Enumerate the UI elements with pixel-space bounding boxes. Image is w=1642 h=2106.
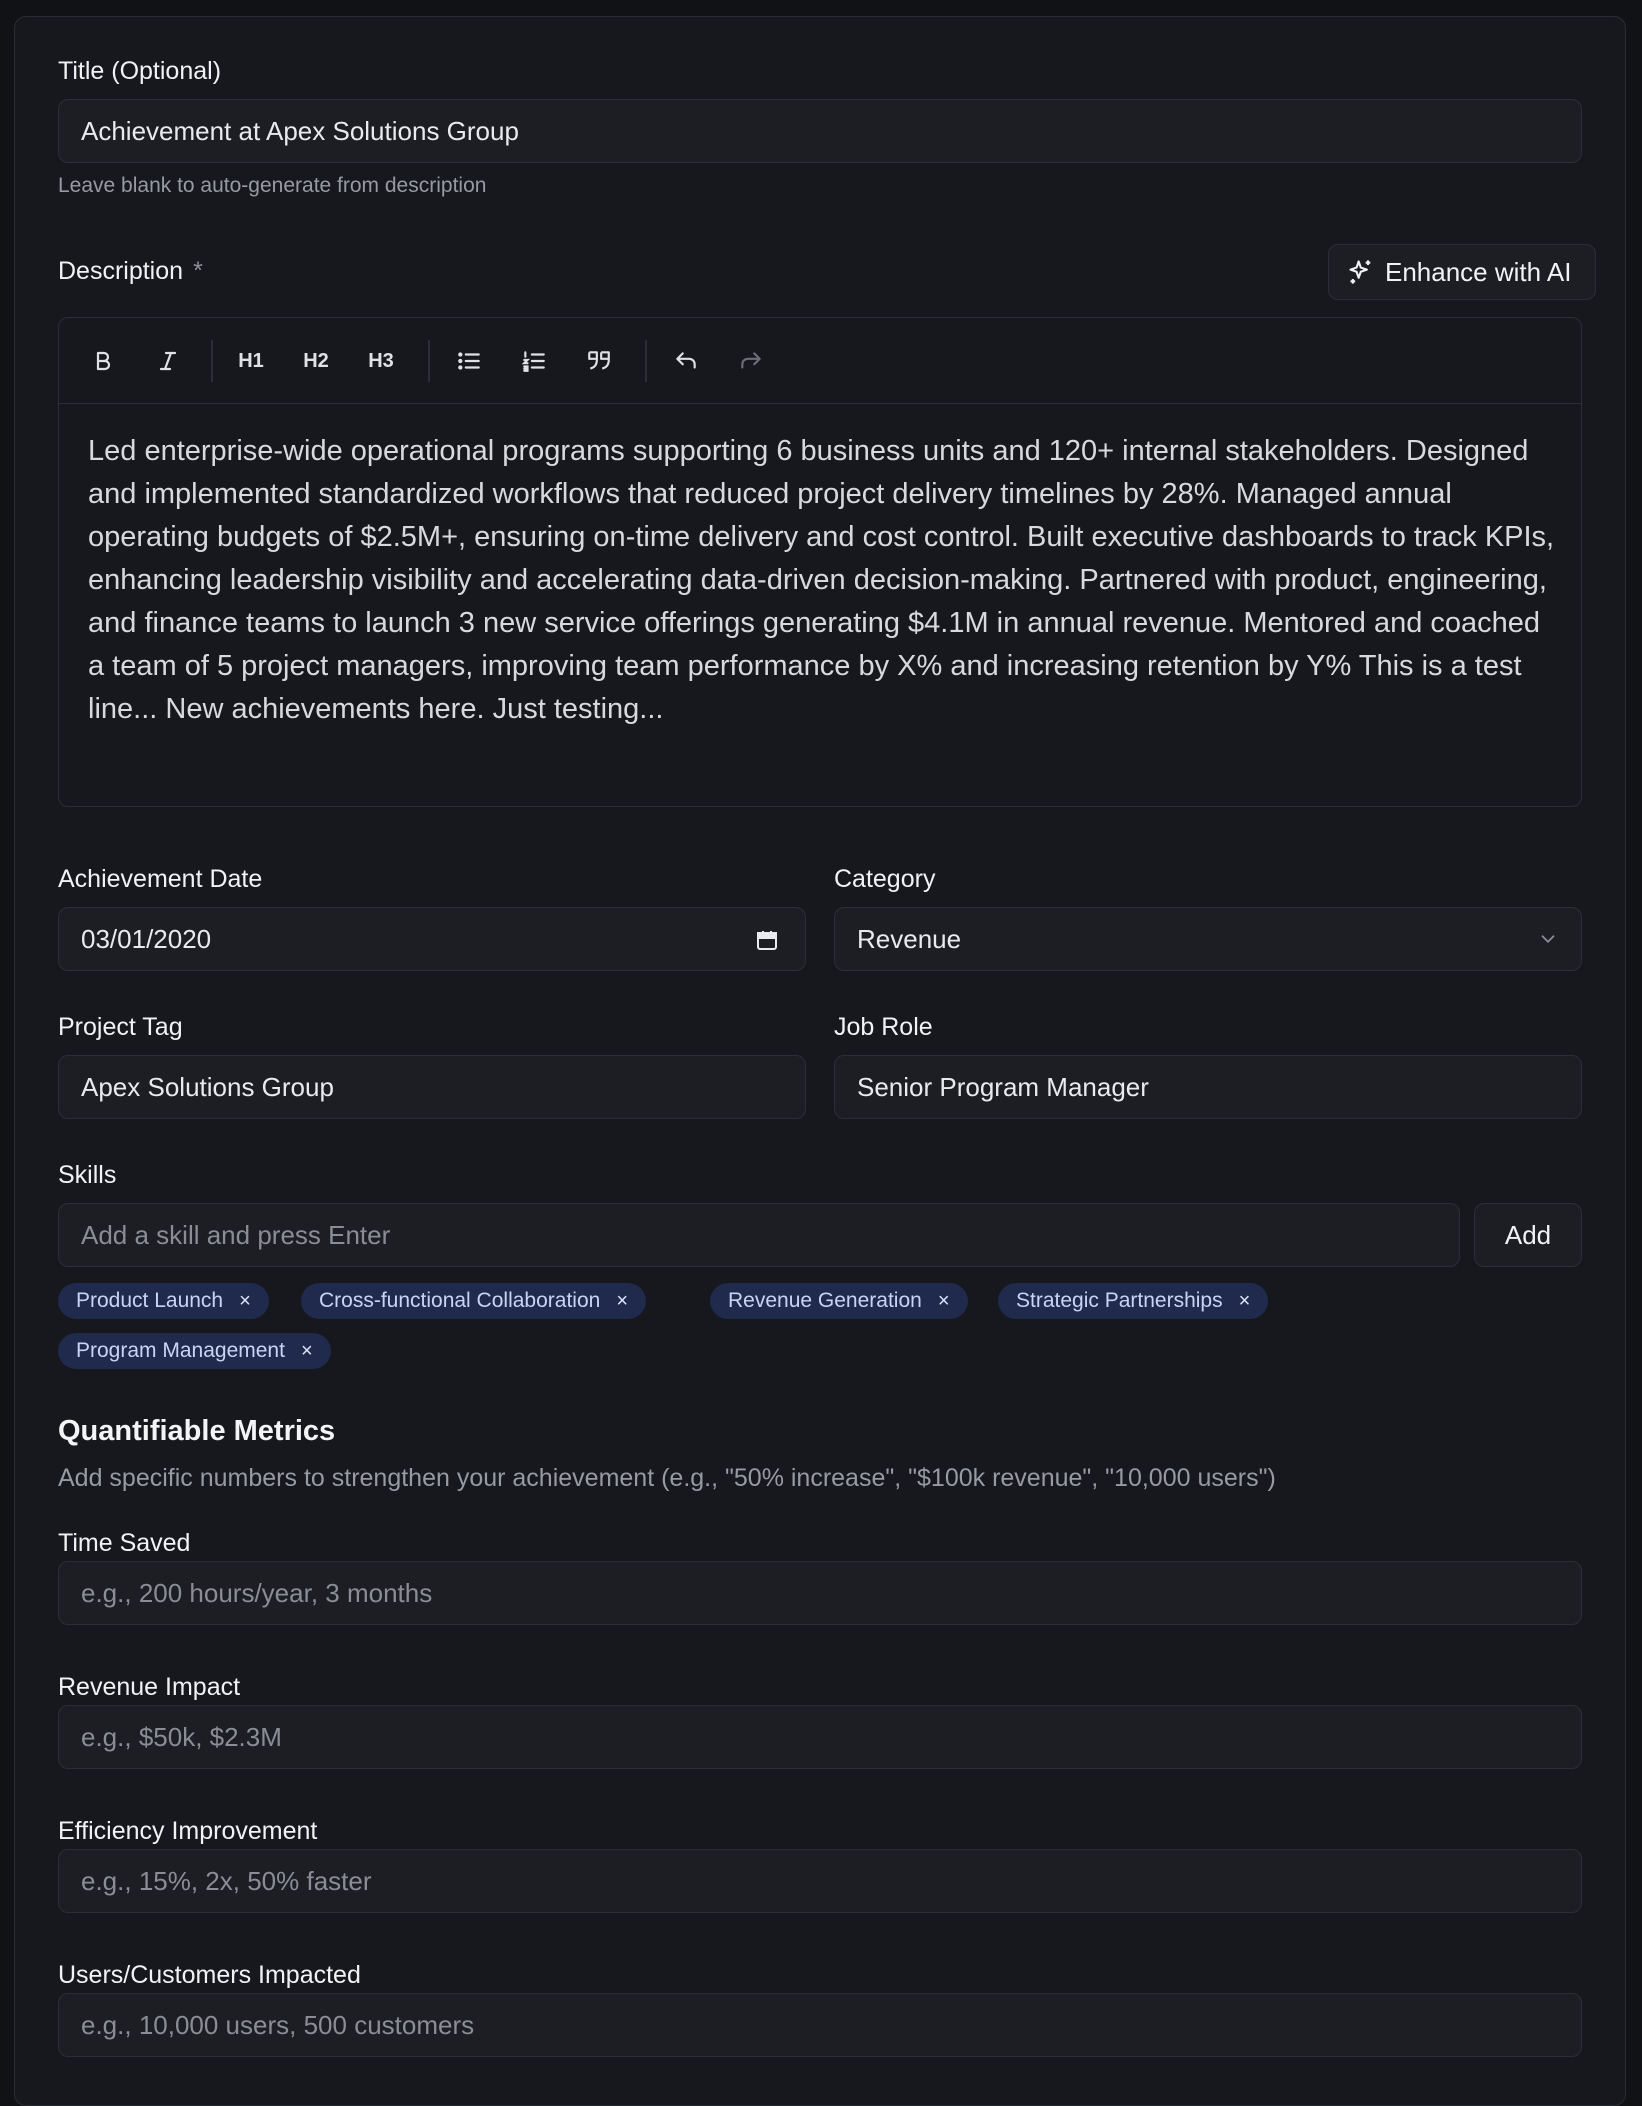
users-impacted-input[interactable]: e.g., 10,000 users, 500 customers (58, 1993, 1582, 2057)
skill-tag-label: Revenue Generation (728, 1289, 922, 1312)
remove-skill-icon[interactable]: × (239, 1289, 251, 1312)
quote-button[interactable] (577, 339, 621, 383)
title-label: Title (Optional) (58, 57, 222, 85)
quote-icon (586, 348, 612, 374)
toolbar-separator (428, 340, 430, 382)
revenue-impact-label: Revenue Impact (58, 1673, 241, 1701)
skill-tag-label: Strategic Partnerships (1016, 1289, 1223, 1312)
ordered-list-button[interactable] (512, 339, 556, 383)
project-tag-label: Project Tag (58, 1013, 183, 1041)
achievement-date-value: 03/01/2020 (81, 924, 212, 954)
project-tag-input[interactable]: Apex Solutions Group (58, 1055, 806, 1119)
description-label (58, 256, 203, 286)
heading1-icon: H1 (238, 349, 264, 372)
editor-toolbar (59, 318, 1581, 404)
calendar-icon[interactable] (755, 928, 779, 952)
category-select[interactable] (834, 907, 1582, 971)
revenue-impact-input[interactable]: e.g., $50k, $2.3M (58, 1705, 1582, 1769)
enhance-button-label: Enhance with AI (1385, 256, 1572, 287)
skill-tag-label: Product Launch (76, 1289, 224, 1312)
italic-button[interactable] (146, 339, 190, 383)
category-label: Category (834, 865, 936, 893)
required-asterisk: * (193, 257, 203, 285)
skill-tag (301, 1283, 646, 1319)
title-hint: Leave blank to auto-generate from description (58, 174, 487, 197)
job-role-input[interactable]: Senior Program Manager (834, 1055, 1582, 1119)
chevron-down-icon (1537, 928, 1559, 950)
enhance-with-ai-button[interactable] (1328, 244, 1596, 300)
toolbar-separator (211, 340, 213, 382)
undo-button[interactable] (664, 339, 708, 383)
metrics-section-title: Quantifiable Metrics (58, 1415, 336, 1447)
efficiency-improvement-input[interactable]: e.g., 15%, 2x, 50% faster (58, 1849, 1582, 1913)
remove-skill-icon[interactable]: × (1238, 1289, 1251, 1312)
toolbar-separator (645, 340, 647, 382)
skill-input[interactable]: Add a skill and press Enter (58, 1203, 1460, 1267)
sparkles-icon (1347, 258, 1375, 286)
job-role-label: Job Role (834, 1013, 933, 1041)
bold-button[interactable] (81, 339, 125, 383)
skills-label: Skills (58, 1161, 117, 1189)
skill-tag (710, 1283, 968, 1319)
bullet-list-icon (456, 348, 482, 374)
remove-skill-icon[interactable]: × (937, 1289, 950, 1312)
title-input[interactable]: Achievement at Apex Solutions Group (58, 99, 1582, 163)
skill-tag-label: Cross-functional Collaboration (319, 1289, 601, 1312)
bullet-list-button[interactable] (447, 339, 491, 383)
achievement-date-label: Achievement Date (58, 865, 263, 893)
users-impacted-label: Users/Customers Impacted (58, 1961, 361, 1989)
heading2-icon: H2 (303, 349, 329, 372)
undo-icon (673, 348, 699, 374)
italic-icon (156, 349, 180, 373)
heading1-button[interactable] (229, 339, 273, 383)
category-value: Revenue (857, 924, 962, 954)
description-label-text: Description (58, 257, 184, 285)
skill-tag-label: Program Management (76, 1339, 285, 1362)
redo-button[interactable] (729, 339, 773, 383)
add-skill-button[interactable]: Add (1474, 1203, 1582, 1267)
bold-icon (91, 349, 115, 373)
rich-text-editor[interactable] (58, 317, 1582, 807)
skill-tag (998, 1283, 1268, 1319)
remove-skill-icon[interactable]: × (300, 1339, 313, 1362)
achievement-date-input[interactable] (58, 907, 806, 971)
heading3-button[interactable] (359, 339, 403, 383)
skill-tag (58, 1283, 269, 1319)
time-saved-input[interactable]: e.g., 200 hours/year, 3 months (58, 1561, 1582, 1625)
heading3-icon: H3 (368, 349, 394, 372)
description-text[interactable]: Led enterprise-wide operational programs supporting 6 business units and 120+ internal stakeholders. Designed and implemented standardized workflows that reduced project delivery timelines by 28%. Managed annual operating budgets of $2.5M+, ensuring on-time delivery and cost control. Built executive dashboards to track KPIs, enhancing leadership visibility and accelerating data-driven decision-making. Partnered with product, engineering, and finance teams to launch 3 new service offerings generating $4.1M in annual revenue. Mentored and coached a team of 5 project managers, improving team performance by X% and increasing retention by Y% This is a test line... New achievements here. Just testing... (88, 435, 1555, 725)
skill-tag (58, 1333, 331, 1369)
metrics-section-subtitle: Add specific numbers to strengthen your achievement (e.g., "50% increase", "$100k revenue", "10,000 users") (58, 1464, 1276, 1492)
heading2-button[interactable] (294, 339, 338, 383)
time-saved-label: Time Saved (58, 1529, 191, 1557)
redo-icon (738, 348, 764, 374)
efficiency-improvement-label: Efficiency Improvement (58, 1817, 318, 1845)
remove-skill-icon[interactable]: × (616, 1289, 628, 1312)
ordered-list-icon (521, 348, 547, 374)
achievement-form-card (14, 16, 1626, 2106)
